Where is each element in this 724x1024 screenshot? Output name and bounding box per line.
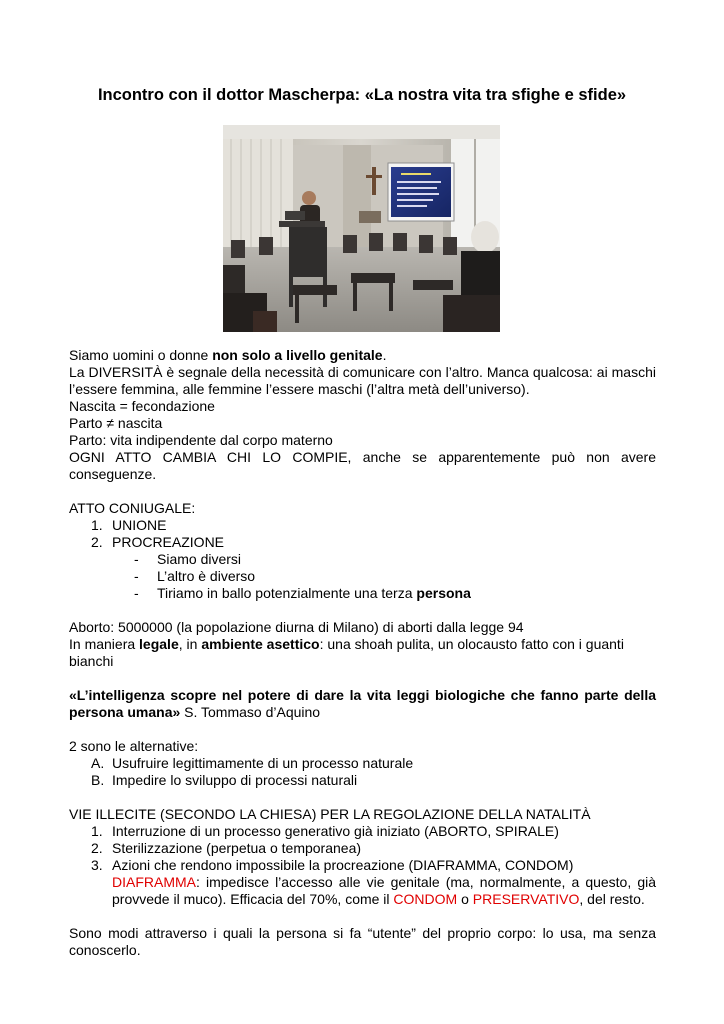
paragraph-nascita: Nascita = fecondazione [69, 398, 215, 414]
list-item: 2. Sterilizzazione (perpetua o temporanea) [91, 840, 362, 856]
paragraph-parto-nascita: Parto ≠ nascita [69, 415, 163, 431]
list-item: 2. PROCREAZIONE [91, 534, 225, 550]
list-item: 1. Interruzione di un processo generativo già iniziato (ABORTO, SPIRALE) [91, 823, 559, 839]
alternative-list [69, 755, 656, 789]
document-title: Incontro con il dottor Mascherpa: «La nostra vita tra sfighe e sfide» [97, 86, 627, 104]
list-item: A. Usufruire legittimamente di un processo naturale [91, 755, 414, 771]
vie-illecite-heading: VIE ILLECITE (SECONDO LA CHIESA) PER LA REGOLAZIONE DELLA NATALITÀ [69, 806, 591, 822]
procreazione-sublist [69, 551, 656, 602]
document-body [69, 347, 656, 959]
atto-coniugale-heading: ATTO CONIUGALE: [69, 500, 196, 516]
paragraph-diversita: La DIVERSITÀ è segnale della necessità di comunicare con l’altro. Manca qualcosa: ai maschi l’essere femmina, alle femmine l’essere maschi (l’altra metà dell’universo). [69, 364, 656, 397]
list-item: - Tiriamo in ballo potenzialmente una terza persona [134, 585, 471, 601]
list-item: 3. Azioni che rendono impossibile la procreazione (DIAFRAMMA, CONDOM) [91, 857, 574, 873]
conference-photo [223, 125, 500, 332]
paragraph-aborto: Aborto: 5000000 (la popolazione diurna di Milano) di aborti dalla legge 94 [69, 619, 524, 635]
paragraph-maniera-legale: In maniera legale, in ambiente asettico: una shoah pulita, un olocausto fatto con i guanti bianchi [69, 636, 624, 669]
list-item: - L’altro è diverso [134, 568, 256, 584]
paragraph-parto-vita: Parto: vita indipendente dal corpo materno [69, 432, 333, 448]
atto-coniugale-list [69, 517, 656, 551]
list-item: 1. UNIONE [91, 517, 167, 533]
vie-illecite-list [69, 823, 656, 874]
alternative-heading: 2 sono le alternative: [69, 738, 199, 754]
list-item: - Siamo diversi [134, 551, 242, 567]
conference-photo-illustration [223, 125, 500, 332]
paragraph-utente: Sono modi attraverso i quali la persona si fa “utente” del proprio corpo: lo usa, ma senza conoscerlo. [69, 925, 656, 958]
paragraph-genitale: Siamo uomini o donne non solo a livello genitale. [69, 347, 387, 363]
quote-tommaso: «L’intelligenza scopre nel potere di dare la vita leggi biologiche che fanno parte della persona umana» S. Tommaso d’Aquino [69, 687, 656, 720]
diaframma-note: DIAFRAMMA: impedisce l’accesso alle vie genitale (ma, normalmente, a questo, già provvede il muco). Efficacia del 70%, come il CONDOM o PRESERVATIVO, del resto. [112, 874, 656, 907]
list-item: B. Impedire lo sviluppo di processi naturali [91, 772, 358, 788]
paragraph-ogni-atto: OGNI ATTO CAMBIA CHI LO COMPIE, anche se apparentemente può non avere conseguenze. [69, 449, 656, 482]
